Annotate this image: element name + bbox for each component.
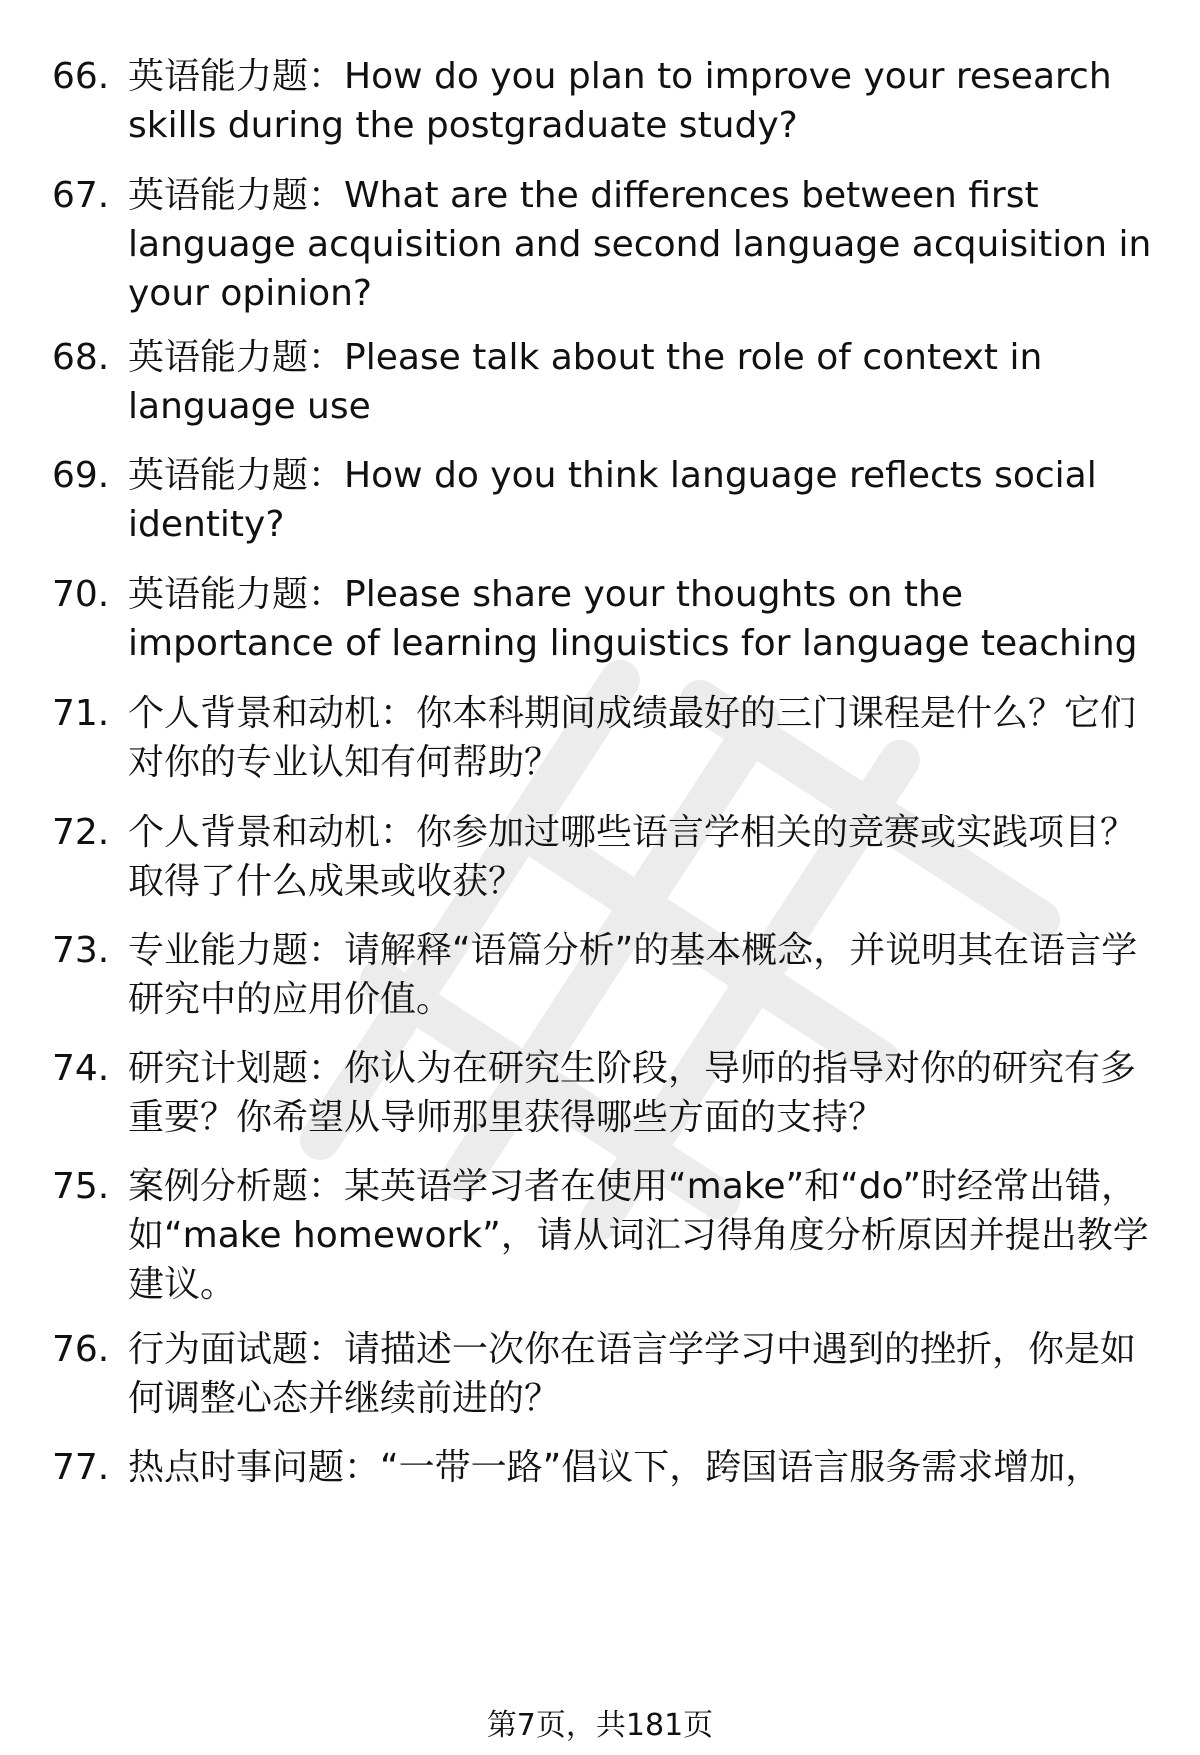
question-number: 75. <box>52 1166 110 1207</box>
question-number: 68. <box>52 337 110 378</box>
question-text: 案例分析题：某英语学习者在使用“make”和“do”时经常出错，如“make homework”，请从词汇习得角度分析原因并提出教学建议。 <box>128 1166 1149 1305</box>
question-number: 76. <box>52 1329 110 1370</box>
question-text: 英语能力题：What are the differences between first language acquisition and second language acquisition in your opinion? <box>128 175 1152 314</box>
question-number: 74. <box>52 1048 110 1089</box>
question-item-72 <box>52 808 1152 906</box>
question-number: 66. <box>52 56 110 97</box>
question-item-67 <box>52 171 1152 318</box>
question-item-68 <box>52 333 1152 431</box>
question-item-77 <box>52 1443 1152 1492</box>
question-item-73 <box>52 926 1152 1024</box>
question-text: 行为面试题：请描述一次你在语言学学习中遇到的挫折，你是如何调整心态并继续前进的？ <box>128 1329 1137 1419</box>
question-item-74 <box>52 1044 1152 1142</box>
page-footer: 第7页，共181页 <box>486 1708 714 1743</box>
question-text: 英语能力题：Please talk about the role of context in language use <box>128 337 1043 427</box>
question-text: 个人背景和动机：你本科期间成绩最好的三门课程是什么？它们对你的专业认知有何帮助？ <box>128 693 1137 783</box>
question-number: 77. <box>52 1447 110 1488</box>
question-text: 英语能力题：How do you think language reflects social identity? <box>128 455 1097 545</box>
question-number: 72. <box>52 812 110 853</box>
question-item-66 <box>52 52 1152 150</box>
question-number: 67. <box>52 175 110 216</box>
question-text: 热点时事问题：“一带一路”倡议下，跨国语言服务需求增加， <box>128 1447 1102 1488</box>
question-text: 个人背景和动机：你参加过哪些语言学相关的竞赛或实践项目？取得了什么成果或收获？ <box>128 812 1137 902</box>
question-number: 73. <box>52 930 110 971</box>
question-item-75 <box>52 1162 1152 1309</box>
question-text: 英语能力题：Please share your thoughts on the importance of learning linguistics for language teaching <box>128 574 1138 664</box>
question-item-76 <box>52 1325 1152 1423</box>
question-number: 69. <box>52 455 110 496</box>
question-item-70 <box>52 570 1152 668</box>
question-item-71 <box>52 689 1152 787</box>
question-text: 专业能力题：请解释“语篇分析”的基本概念，并说明其在语言学研究中的应用价值。 <box>128 930 1138 1020</box>
question-text: 研究计划题：你认为在研究生阶段，导师的指导对你的研究有多重要？你希望从导师那里获得哪些方面的支持？ <box>128 1048 1137 1138</box>
question-text: 英语能力题：How do you plan to improve your research skills during the postgraduate study? <box>128 56 1112 146</box>
question-number: 70. <box>52 574 110 615</box>
question-number: 71. <box>52 693 110 734</box>
question-item-69 <box>52 451 1152 549</box>
